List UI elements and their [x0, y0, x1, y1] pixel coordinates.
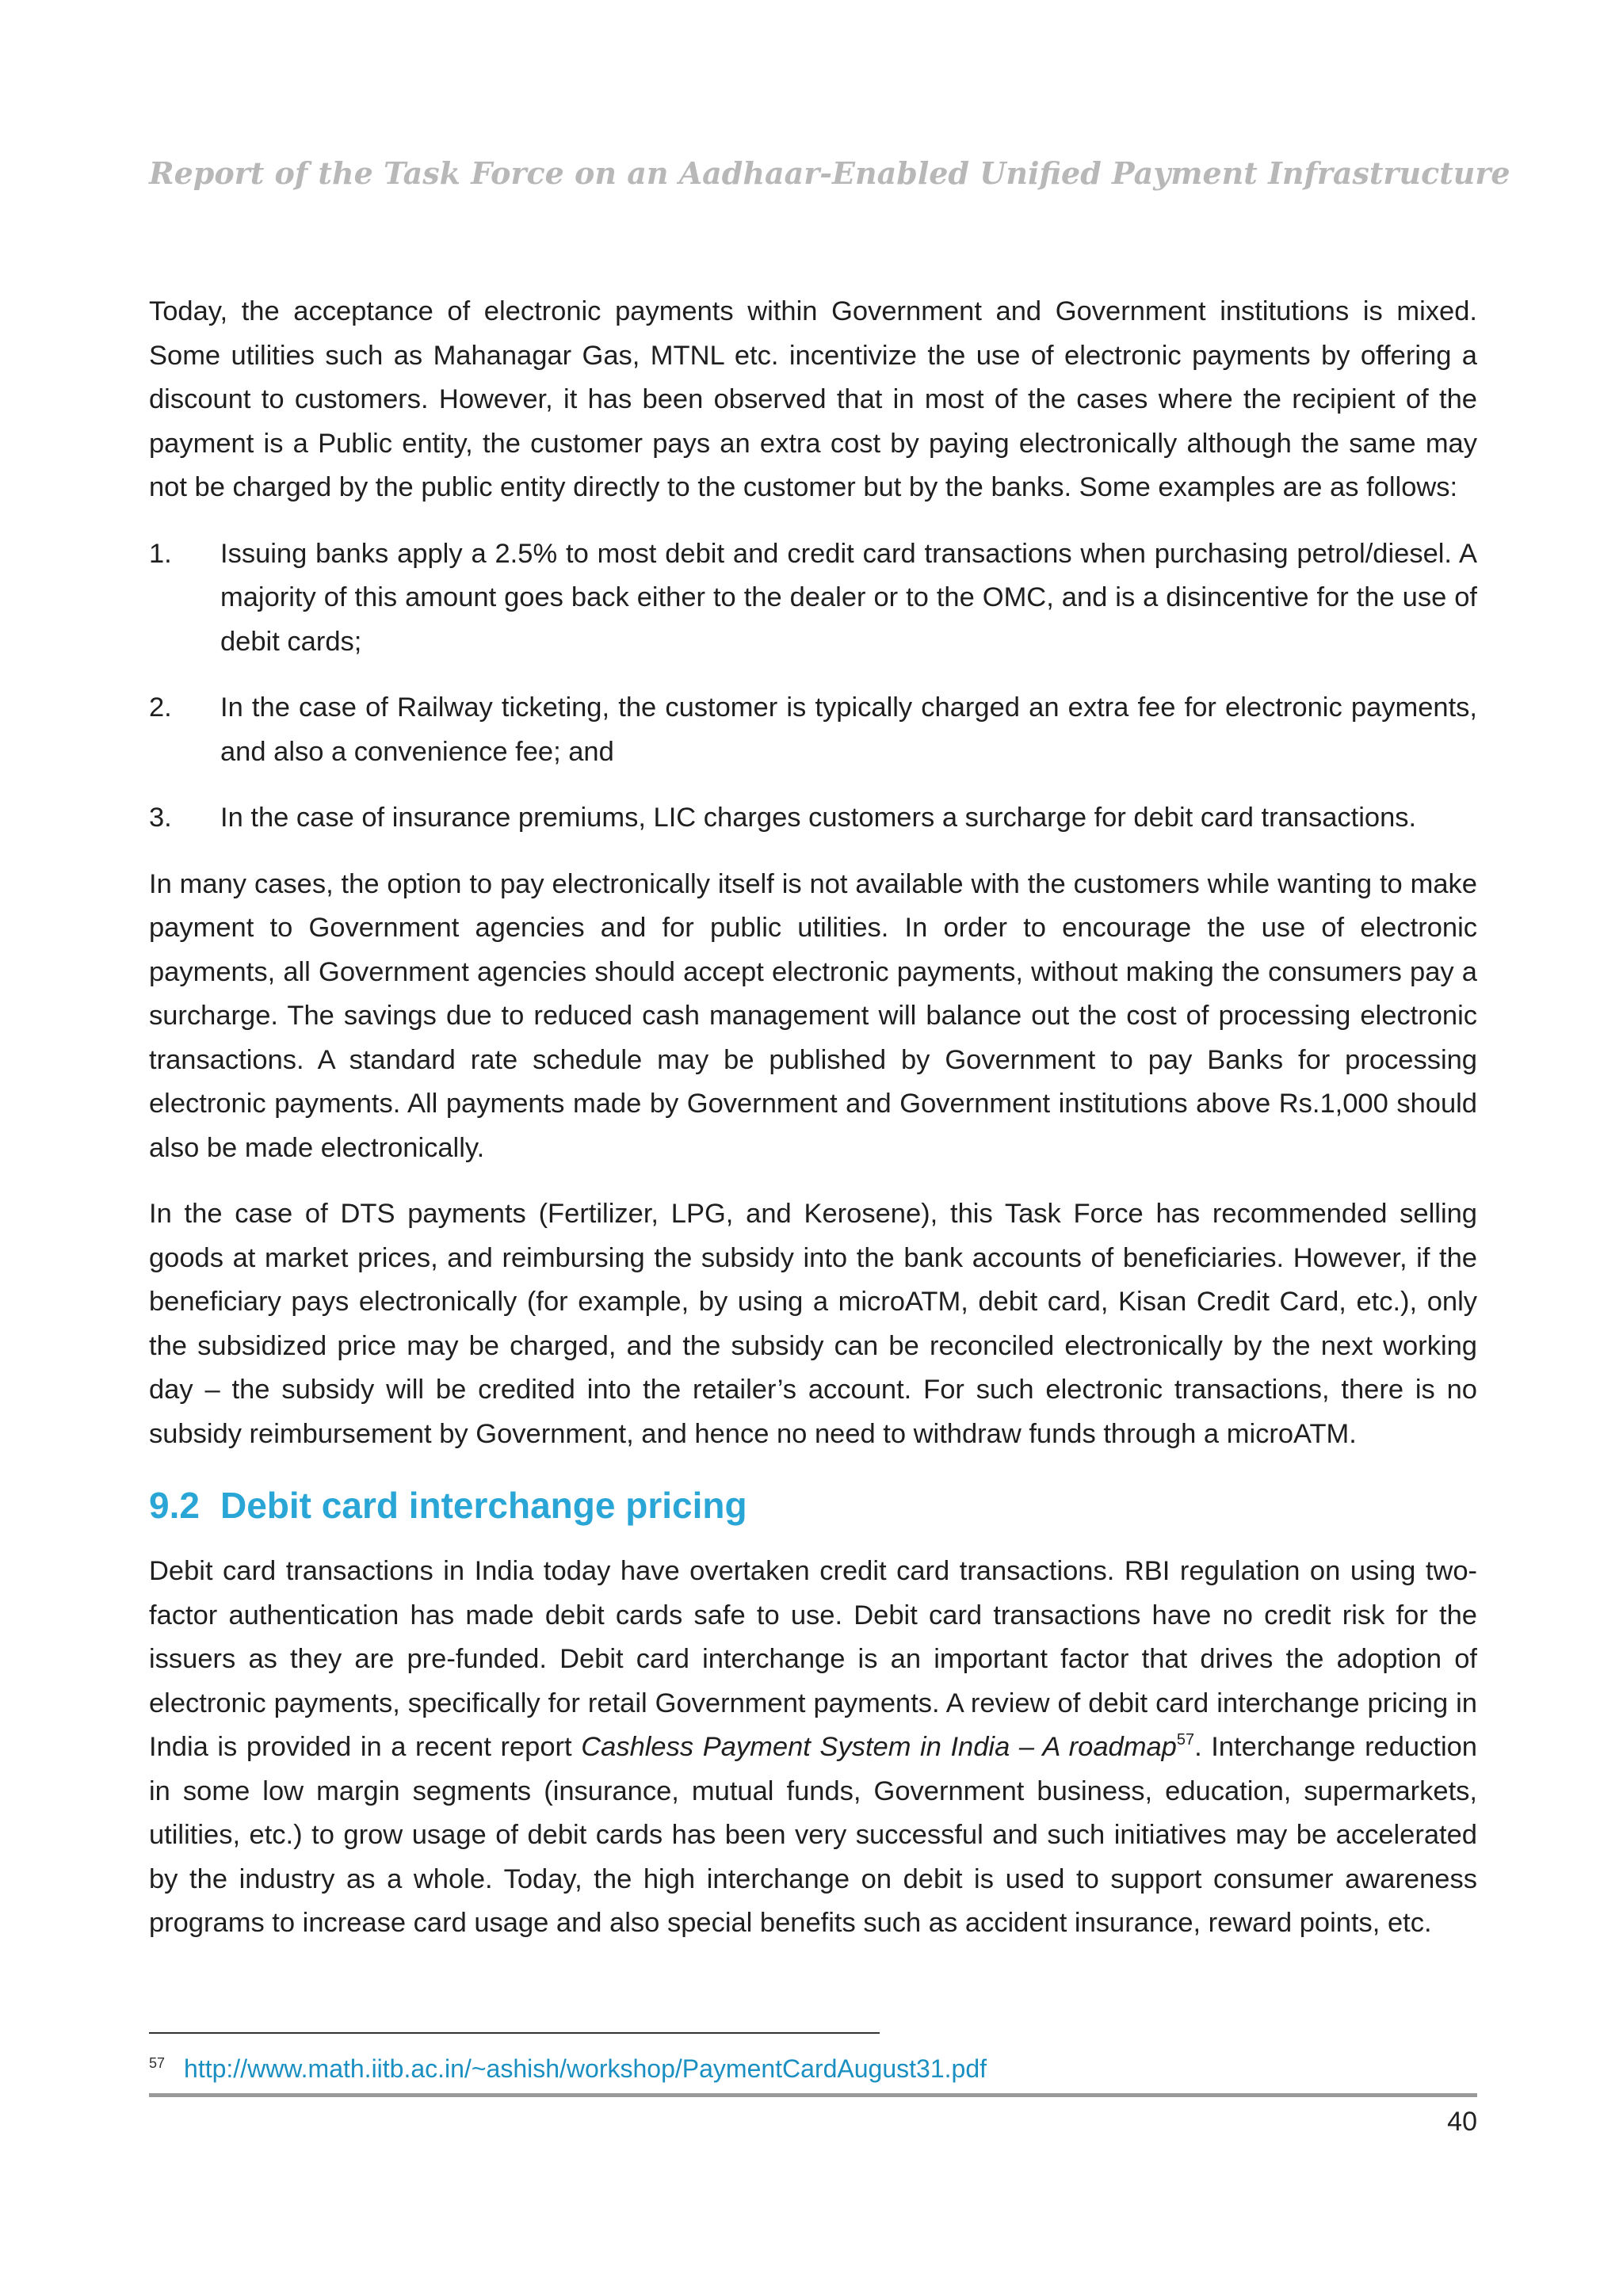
paragraph-text-end: . Interchange reduction in some low margin segments (insurance, mutual funds, Government business, education, supermarkets, utilities, etc.) to grow usage of debit cards has been very successful and such initiatives may be accelerated by the industry as a whole. Today, the high interchange on debit is used to support consumer awareness programs to increase card usage and also special benefits such as accident insurance, reward points, etc. [149, 1732, 1477, 1938]
footnote-divider [149, 2032, 880, 2034]
list-item [149, 686, 1477, 774]
body-text [149, 290, 1477, 1968]
list-item-number: 2. [149, 692, 172, 723]
list-item [149, 532, 1477, 665]
list-item [149, 796, 1477, 841]
page-number: 40 [1447, 2107, 1477, 2137]
section-title: Debit card interchange pricing [220, 1485, 747, 1526]
section-heading [149, 1478, 1477, 1532]
report-title: Cashless Payment System in India – A roadmap [581, 1732, 1177, 1762]
paragraph-dts-payments: In the case of DTS payments (Fertilizer, LPG, and Kerosene), this Task Force has recommended selling goods at market prices, and reimbursing the subsidy into the bank accounts of beneficiaries. However, if the beneficiary pays electronically (for example, by using a microATM, debit card, Kisan Credit Card, etc.), only the subsidized price may be charged, and the subsidy can be reconciled electronically by the next working day – the subsidy will be credited into the retailer’s account. For such electronic transactions, there is no subsidy reimbursement by Government, and hence no need to withdraw funds through a microATM. [149, 1199, 1477, 1449]
list-item-number: 3. [149, 803, 172, 833]
list-item-number: 1. [149, 538, 172, 569]
running-header: Report of the Task Force on an Aadhaar-Enabled Unified Payment Infrastructure [149, 155, 1510, 191]
footnote-link[interactable]: http://www.math.iitb.ac.in/~ashish/workshop/PaymentCardAugust31.pdf [184, 2054, 987, 2083]
footnote [149, 2047, 987, 2084]
section-number: 9.2 [149, 1485, 200, 1526]
footnote-mark: 57 [149, 2055, 166, 2071]
footnote-reference[interactable]: 57 [1176, 1731, 1195, 1749]
examples-list [149, 532, 1477, 841]
paragraph-acceptance: Today, the acceptance of electronic payments within Government and Government institutions is mixed. Some utilities such as Mahanagar Gas, MTNL etc. incentivize the use of electronic payments by offering a discount to customers. However, it has been observed that in most of the cases where the recipient of the payment is a Public entity, the customer pays an extra cost by paying electronically although the same may not be charged by the public entity directly to the customer but by the banks. Some examples are as follows: [149, 296, 1477, 502]
footer-divider [149, 2093, 1477, 2097]
paragraph-debit-interchange [149, 1550, 1477, 1946]
list-item-text: In the case of insurance premiums, LIC charges customers a surcharge for debit card transactions. [220, 803, 1417, 833]
paragraph-text-start: Debit card transactions in India today have overtaken credit card transactions. RBI regulation on using two-factor authentication has made debit cards safe to use. Debit card transactions have no credit risk for the issuers as they are pre-funded. Debit card interchange is an important factor that drives the adoption of electronic payments, specifically for retail Government payments. A review of debit card interchange pricing in India is provided in a recent report [149, 1556, 1477, 1762]
list-item-text: Issuing banks apply a 2.5% to most debit and credit card transactions when purchasing petrol/diesel. A majority of this amount goes back either to the dealer or to the OMC, and is a disincentive for the use of debit cards; [220, 538, 1477, 657]
paragraph-electronic-payments: In many cases, the option to pay electronically itself is not available with the customers while wanting to make payment to Government agencies and for public utilities. In order to encourage the use of electronic payments, all Government agencies should accept electronic payments, without making the consumers pay a surcharge. The savings due to reduced cash management will balance out the cost of processing electronic transactions. A standard rate schedule may be published by Government to pay Banks for processing electronic payments. All payments made by Government and Government institutions above Rs.1,000 should also be made electronically. [149, 868, 1477, 1163]
list-item-text: In the case of Railway ticketing, the customer is typically charged an extra fee for electronic payments, and also a convenience fee; and [220, 692, 1477, 767]
